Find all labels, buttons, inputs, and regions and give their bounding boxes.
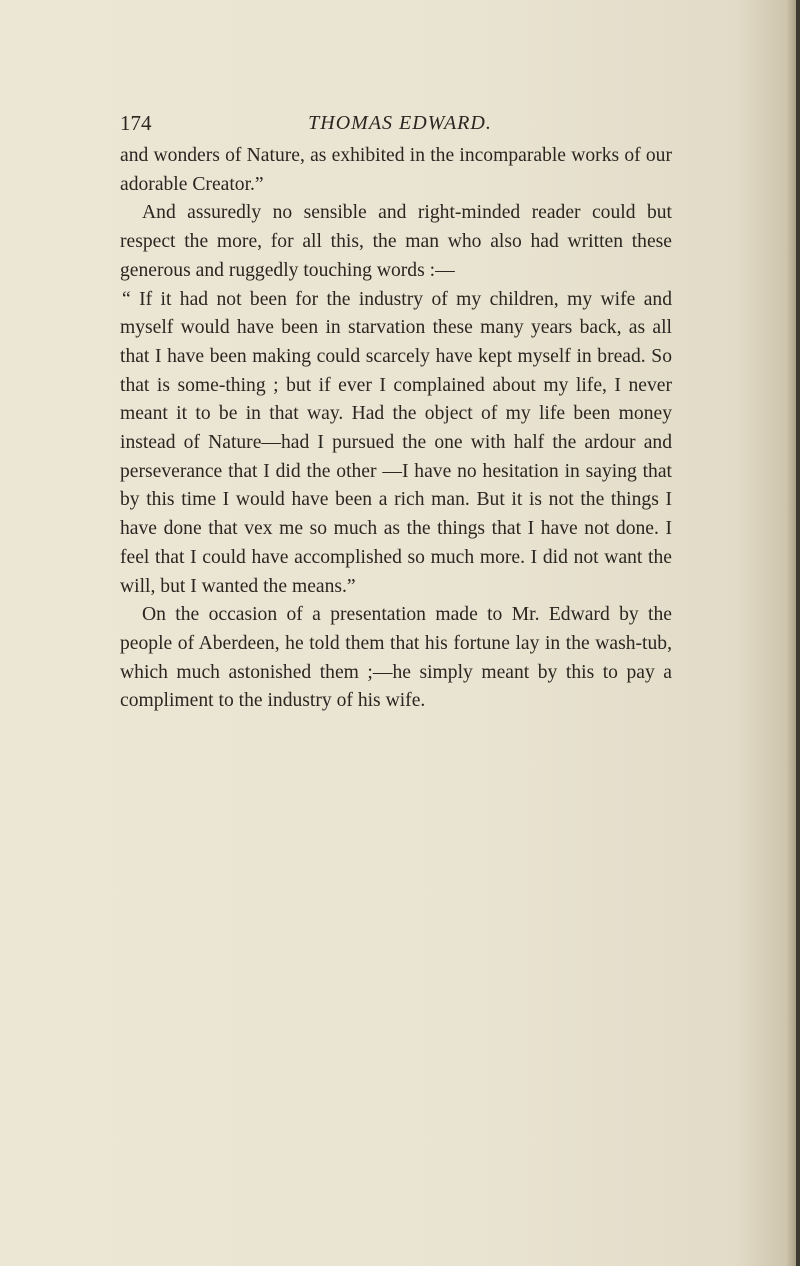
page-number: 174 <box>120 111 152 135</box>
paragraph-continuation: and wonders of Nature, as exhibited in the incomparable works of our adorable Creator.” <box>120 145 672 195</box>
page-edge <box>796 0 800 1266</box>
quoted-paragraph: “ If it had not been for the industry of my children, my wife and myself would have been in starvation these many years back, as all that I have been making could scarcely have kept myself in bread. So that is some-thing ; but if ever I complained about my life, I never meant it to be in that way. Had the object of my life been money instead of Nature—had I pursued the one with half the ardour and perseverance that I did the other —I have no hesitation in saying that by this time I would have been a rich man. But it is not the things I have done that vex me so much as the things that I have not done. I feel that I could have accomplished so much more. I did not want the will, but I wanted the means.” <box>120 288 672 597</box>
paragraph: On the occasion of a presentation made to Mr. Edward by the people of Aberdeen, he told them that his fortune lay in the wash-tub, which much astonished them ;—he simply meant by this to pay a compliment to the industry of his wife. <box>120 604 672 712</box>
body-text <box>120 142 672 716</box>
paragraph: And assuredly no sensible and right-minded reader could but respect the more, for all this, the man who also had written these generous and ruggedly touching words :— <box>120 202 672 281</box>
page-header <box>120 110 680 136</box>
running-title: THOMAS EDWARD. <box>308 112 492 134</box>
